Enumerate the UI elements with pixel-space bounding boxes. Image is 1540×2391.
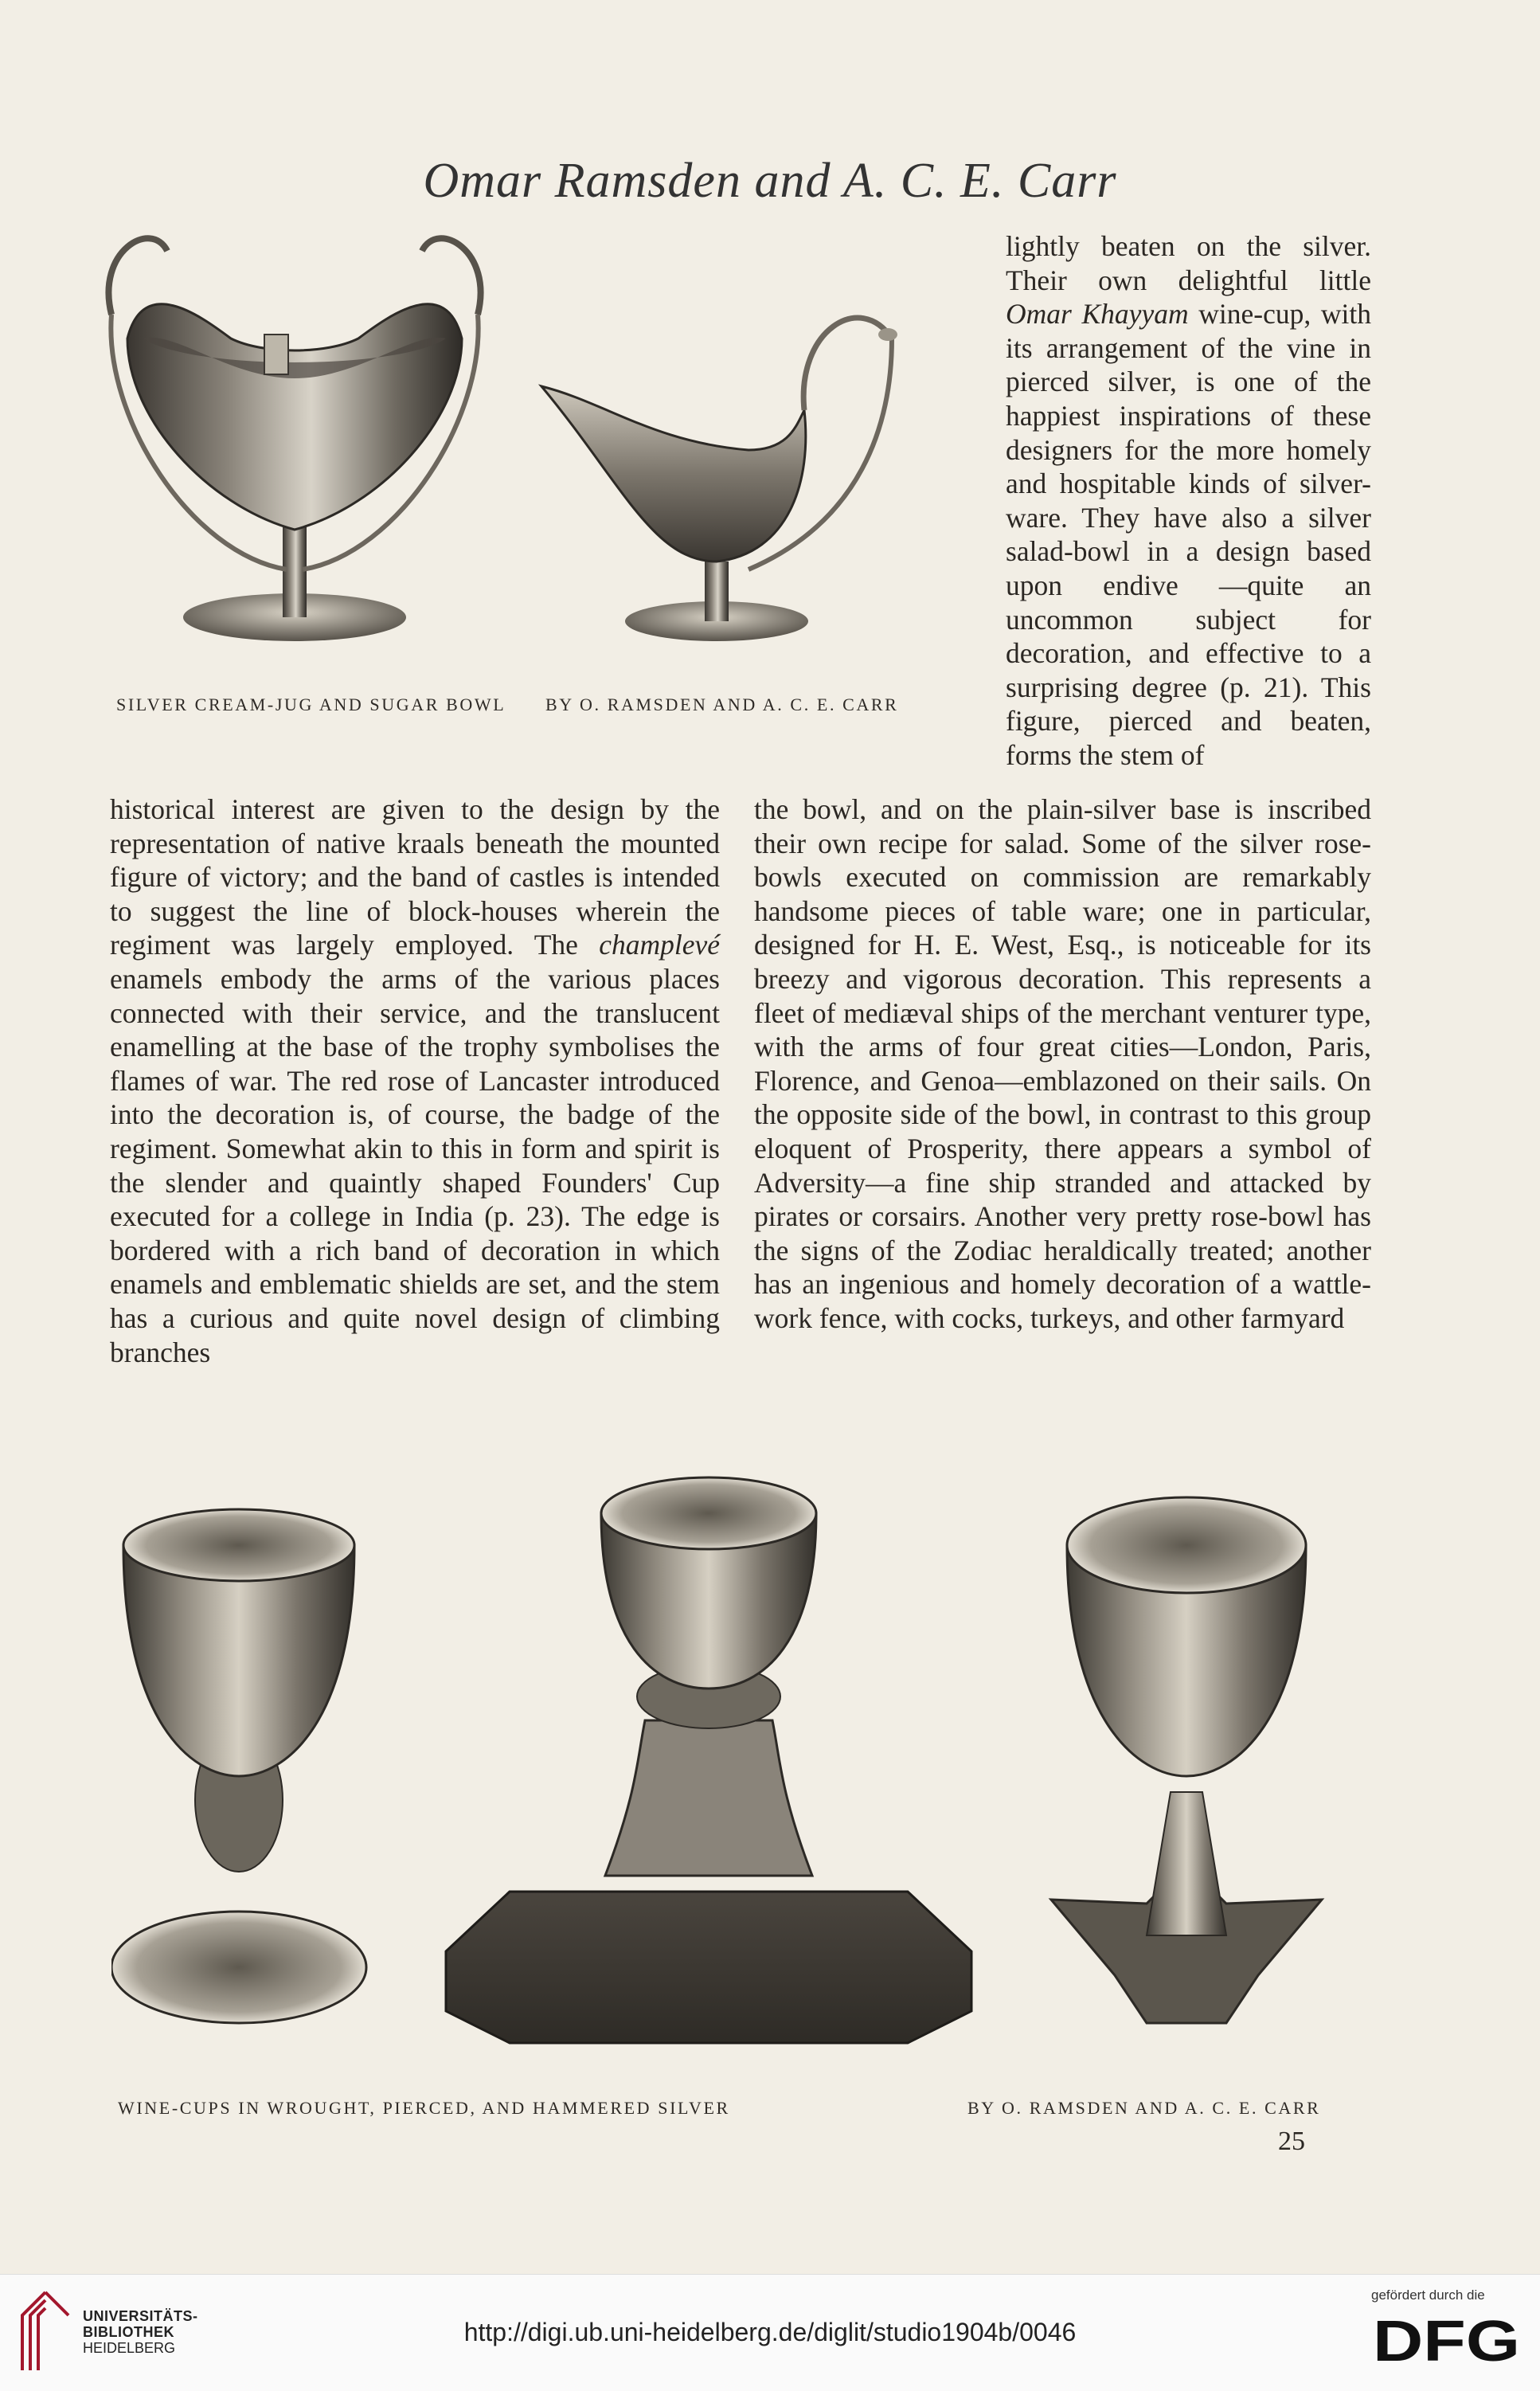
caption-top-right: BY O. RAMSDEN AND A. C. E. CARR [545,695,899,714]
running-head: Omar Ramsden and A. C. E. Carr [423,154,1117,208]
paragraph-left: historical interest are given to the design by the representation of native kraals beneath the mounted figure of victory; and the band of castles is intended to suggest the line of block-houses wherein the regiment was largely employed. The champlevé enamels embody the arms of the various places connected with their service, and the translucent enamelling at the base of the trophy symbolises the flames of war. The red rose of Lancaster introduced into the decoration is, of course, the badge of the regiment. Somewhat akin to this in form and spirit is the slender and quaintly shaped Founders' Cup executed for a college in India (p. 23). The edge is bordered with a rich band of decoration in which enamels and emblematic shields are set, and the stem has a curious and quite novel design of climbing branches [110,793,720,1368]
page-number: 25 [1278,2127,1305,2156]
library-line-2: BIBLIOTHEK [83,2324,174,2340]
wine-cup-left-image [111,1509,366,2023]
caption-bottom-left: WINE-CUPS IN WROUGHT, PIERCED, AND HAMMERED SILVER [118,2098,730,2118]
paragraph-right: the bowl, and on the plain-silver base is inscribed their own recipe for salad. Some of the silver rose-bowls executed on commission are remarkably handsome pieces of table ware; one in particular, designed for H. E. West, Esq., is noticeable for its breezy and vigorous decoration. This represents a fleet of mediæval ships of the merchant venturer type, with the arms of four great cities—London, Paris, Florence, and Genoa—emblazoned on their sails. On the opposite side of the bowl, in contrast to this group eloquent of Prosperity, there appears a symbol of Adversity—a fine ship stranded and attacked by pirates or corsairs. Another very pretty rose-bowl has the signs of the Zodiac heraldically treated; another has an ingenious and homely decoration of a wattle-work fence, with cocks, turkeys, and other farmyard [754,793,1371,1334]
plate-sugar-bowl-cream-jug [96,219,956,673]
wine-cup-center-image [446,1477,971,2043]
text-column-left [110,792,720,1369]
text-column-top-right [1006,229,1371,773]
cream-jug-image [541,318,897,641]
funding-note: gefördert durch die [1371,2287,1485,2303]
sugar-bowl-image [108,238,480,641]
paragraph-top-right: lightly beaten on the silver. Their own delightful little Omar Khayyam wine-cup, with its arrangement of the vine in pierced silver, is one of the happiest inspirations of these designers for the more homely and hospitable kinds of silver-ware. They have also a silver salad-bowl in a design based upon endive —quite an uncommon subject for decoration, and effective to a surprising degree (p. 21). This figure, pierced and beaten, forms the stem of [1006,230,1372,771]
italic-term: champlevé [599,929,720,961]
text-column-right [754,792,1371,1336]
caption-top-left: SILVER CREAM-JUG AND SUGAR BOWL [116,695,506,714]
library-line-1: UNIVERSITÄTS- [83,2308,198,2324]
library-line-3: HEIDELBERG [83,2340,176,2356]
dfg-logo-icon [1373,2313,1524,2369]
title-omar-khayyam: Omar Khayyam [1006,298,1189,331]
caption-bottom-right: BY O. RAMSDEN AND A. C. E. CARR [967,2098,1321,2118]
wine-cup-right-image [1051,1497,1322,2023]
plate-wine-cups [111,1458,1370,2071]
source-url-link[interactable]: http://digi.ub.uni-heidelberg.de/diglit/studio1904b/0046 [463,2318,1077,2346]
dfg-logo-text: DFG [1373,2313,1520,2369]
